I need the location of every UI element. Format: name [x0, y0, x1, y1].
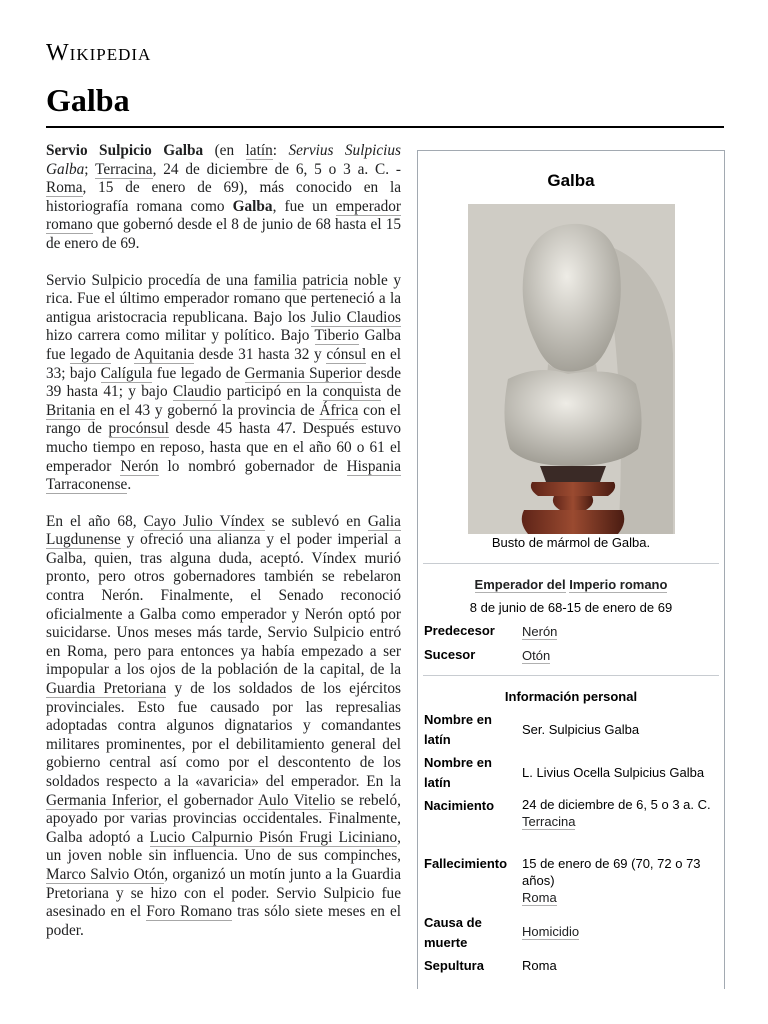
bust-image[interactable] [468, 204, 675, 534]
link-proconsul[interactable]: procónsul [108, 420, 169, 438]
link-latin[interactable]: latín [245, 142, 273, 159]
successor-link[interactable]: Otón [522, 648, 551, 663]
infobox [417, 150, 725, 989]
death-date: 15 de enero de 69 (70, 72 o 73 años) [522, 856, 701, 888]
burial-label: Sepultura [424, 958, 484, 973]
office-prefix-link[interactable]: Emperador del [474, 577, 566, 592]
latin-name-value: Ser. Sulpicius Galba [522, 722, 640, 737]
successor-label: Sucesor [424, 647, 476, 662]
link-germania-inferior[interactable]: Germania Inferior [46, 791, 158, 809]
title-rule [46, 126, 724, 128]
link-aulo-vitelio[interactable]: Aulo Vitelio [257, 791, 336, 809]
link-neron[interactable]: Nerón [120, 457, 159, 475]
link-oton-full[interactable]: Marco Salvio Otón [46, 865, 165, 883]
bust-illustration [468, 204, 675, 534]
infobox-divider [423, 675, 719, 676]
link-familia[interactable]: familia [253, 271, 297, 289]
successor-value [522, 647, 718, 664]
link-guardia-pretoriana[interactable]: Guardia Pretoriana [46, 680, 167, 698]
link-vindex[interactable]: Cayo Julio Víndex [143, 512, 265, 530]
link-patricia[interactable]: patricia [302, 271, 349, 289]
predecessor-value [522, 623, 718, 640]
infobox-divider [423, 563, 719, 564]
birth-name-label: Nombre en latín [424, 755, 492, 790]
birth-date: 24 de diciembre de 6, 5 o 3 a. C. [522, 797, 711, 812]
death-place-link[interactable]: Roma [522, 890, 557, 905]
death-value [522, 855, 718, 906]
link-claudio[interactable]: Claudio [172, 383, 222, 401]
cause-link[interactable]: Homicidio [522, 924, 580, 939]
predecessor-label: Predecesor [424, 623, 495, 638]
link-africa[interactable]: África [319, 401, 359, 419]
link-julio-claudios[interactable]: Julio Claudios [311, 308, 401, 326]
link-legado[interactable]: legado [70, 345, 111, 363]
link-germania-superior[interactable]: Germania Superior [244, 364, 362, 382]
link-tiberio[interactable]: Tiberio [314, 327, 360, 345]
cause-label: Causa de muerte [424, 915, 482, 950]
reign-dates: 8 de junio de 68-15 de enero de 69 [469, 600, 673, 615]
page-title: Galba [46, 82, 130, 118]
birth-name-value: L. Livius Ocella Sulpicius Galba [522, 765, 705, 780]
image-caption: Busto de mármol de Galba. [491, 535, 651, 550]
birth-label: Nacimiento [424, 798, 495, 813]
burial-value: Roma [522, 958, 557, 973]
birth-place-link[interactable]: Terracina [522, 814, 576, 829]
paragraph-intro: Servio Sulpicio Galba (en latín: Servius Sulpicius Galba; Terracina, 24 de diciembre de 6, 5 o 3 a. C. - Roma, 15 de enero de 69), más conocido en la historiografía romana como Galba, fue un emperador romano que gobernó desde el 8 de junio de 68 hasta el 15 de enero de 69. [46, 142, 401, 252]
link-emperador-romano[interactable]: emperador romano [46, 197, 401, 234]
birth-value [522, 796, 718, 830]
link-britania[interactable]: Britania [46, 401, 96, 419]
link-consul[interactable]: cónsul [326, 345, 367, 363]
latin-name-label: Nombre en latín [424, 712, 492, 747]
cause-value [522, 923, 718, 940]
link-aquitania[interactable]: Aquitania [133, 345, 195, 363]
link-conquista[interactable]: conquista [322, 383, 382, 401]
office-imperio-link[interactable]: Imperio romano [569, 577, 668, 592]
link-foro-romano[interactable]: Foro Romano [146, 903, 233, 921]
link-terracina[interactable]: Terracina [95, 160, 153, 178]
predecessor-link[interactable]: Nerón [522, 624, 558, 639]
personal-info-header: Información personal [504, 689, 638, 704]
wikipedia-wordmark[interactable]: Wikipedia [46, 40, 152, 66]
office-title [418, 577, 724, 592]
link-roma[interactable]: Roma [46, 179, 83, 197]
link-hispania-tarraconense[interactable]: Hispania Tarraconense [46, 457, 402, 494]
paragraph-early-life: Servio Sulpicio procedía de una familia patricia noble y rica. Fue el último emperador romano que perteneció a la antigua aristocracia republicana. Bajo los Julio Claudios hizo carrera como militar y político. Bajo Tiberio Galba fue legado de Aquitania desde 31 hasta 32 y cónsul en el 33; bajo Calígula fue legado de Germania Superior desde 39 hasta 41; y bajo Claudio participó en la conquista de Britania en el 43 y gobernó la provincia de África con el rango de procónsul desde 45 hasta 47. Después estuvo mucho tiempo en reposo, hasta que en el año 60 o 61 el emperador Nerón lo nombró gobernador de Hispania Tarraconense. [46, 271, 402, 494]
link-caligula[interactable]: Calígula [100, 364, 153, 382]
article-body [46, 142, 401, 958]
link-piso[interactable]: Lucio Calpurnio Pisón Frugi Liciniano [149, 828, 398, 846]
infobox-title: Galba [547, 171, 595, 190]
paragraph-reign: En el año 68, Cayo Julio Víndex se sublevó en Galia Lugdunense y ofreció una alianza y el poder imperial a Galba, quien, tras alguna duda, aceptó. Víndex murió pronto, pero otros gobernadores también se rebelaron contra Nerón. Finalmente, el Senado reconoció oficialmente a Galba como emperador y Nerón optó por suicidarse. Unos meses más tarde, Servio Sulpicio entró en Roma, pero para entonces ya había empezado a ser impopular a los ojos de la población de la capital, de la Guardia Pretoriana y de los soldados de los ejércitos provinciales. Esto fue causado por las represalias adoptadas contra algunos dignatarios y comandantes militares prominentes, por el debilitamiento general del gobierno central así como por el descontento de los soldados respecto a la «avaricia» del emperador. En la Germania Inferior, el gobernador Aulo Vitelio se rebeló, apoyado por varias provincias occidentales. Finalmente, Galba adoptó a Lucio Calpurnio Pisón Frugi Liciniano, un joven noble sin influencia. Uno de sus compinches, Marco Salvio Otón, organizó un motín junto a la Guardia Pretoriana y se hizo con el poder. Servio Sulpicio fue asesinado en el Foro Romano tras sólo siete meses en el poder. [46, 512, 402, 939]
death-label: Fallecimiento [424, 856, 508, 871]
link-galia-lugdunense[interactable]: Galia Lugdunense [46, 512, 401, 549]
